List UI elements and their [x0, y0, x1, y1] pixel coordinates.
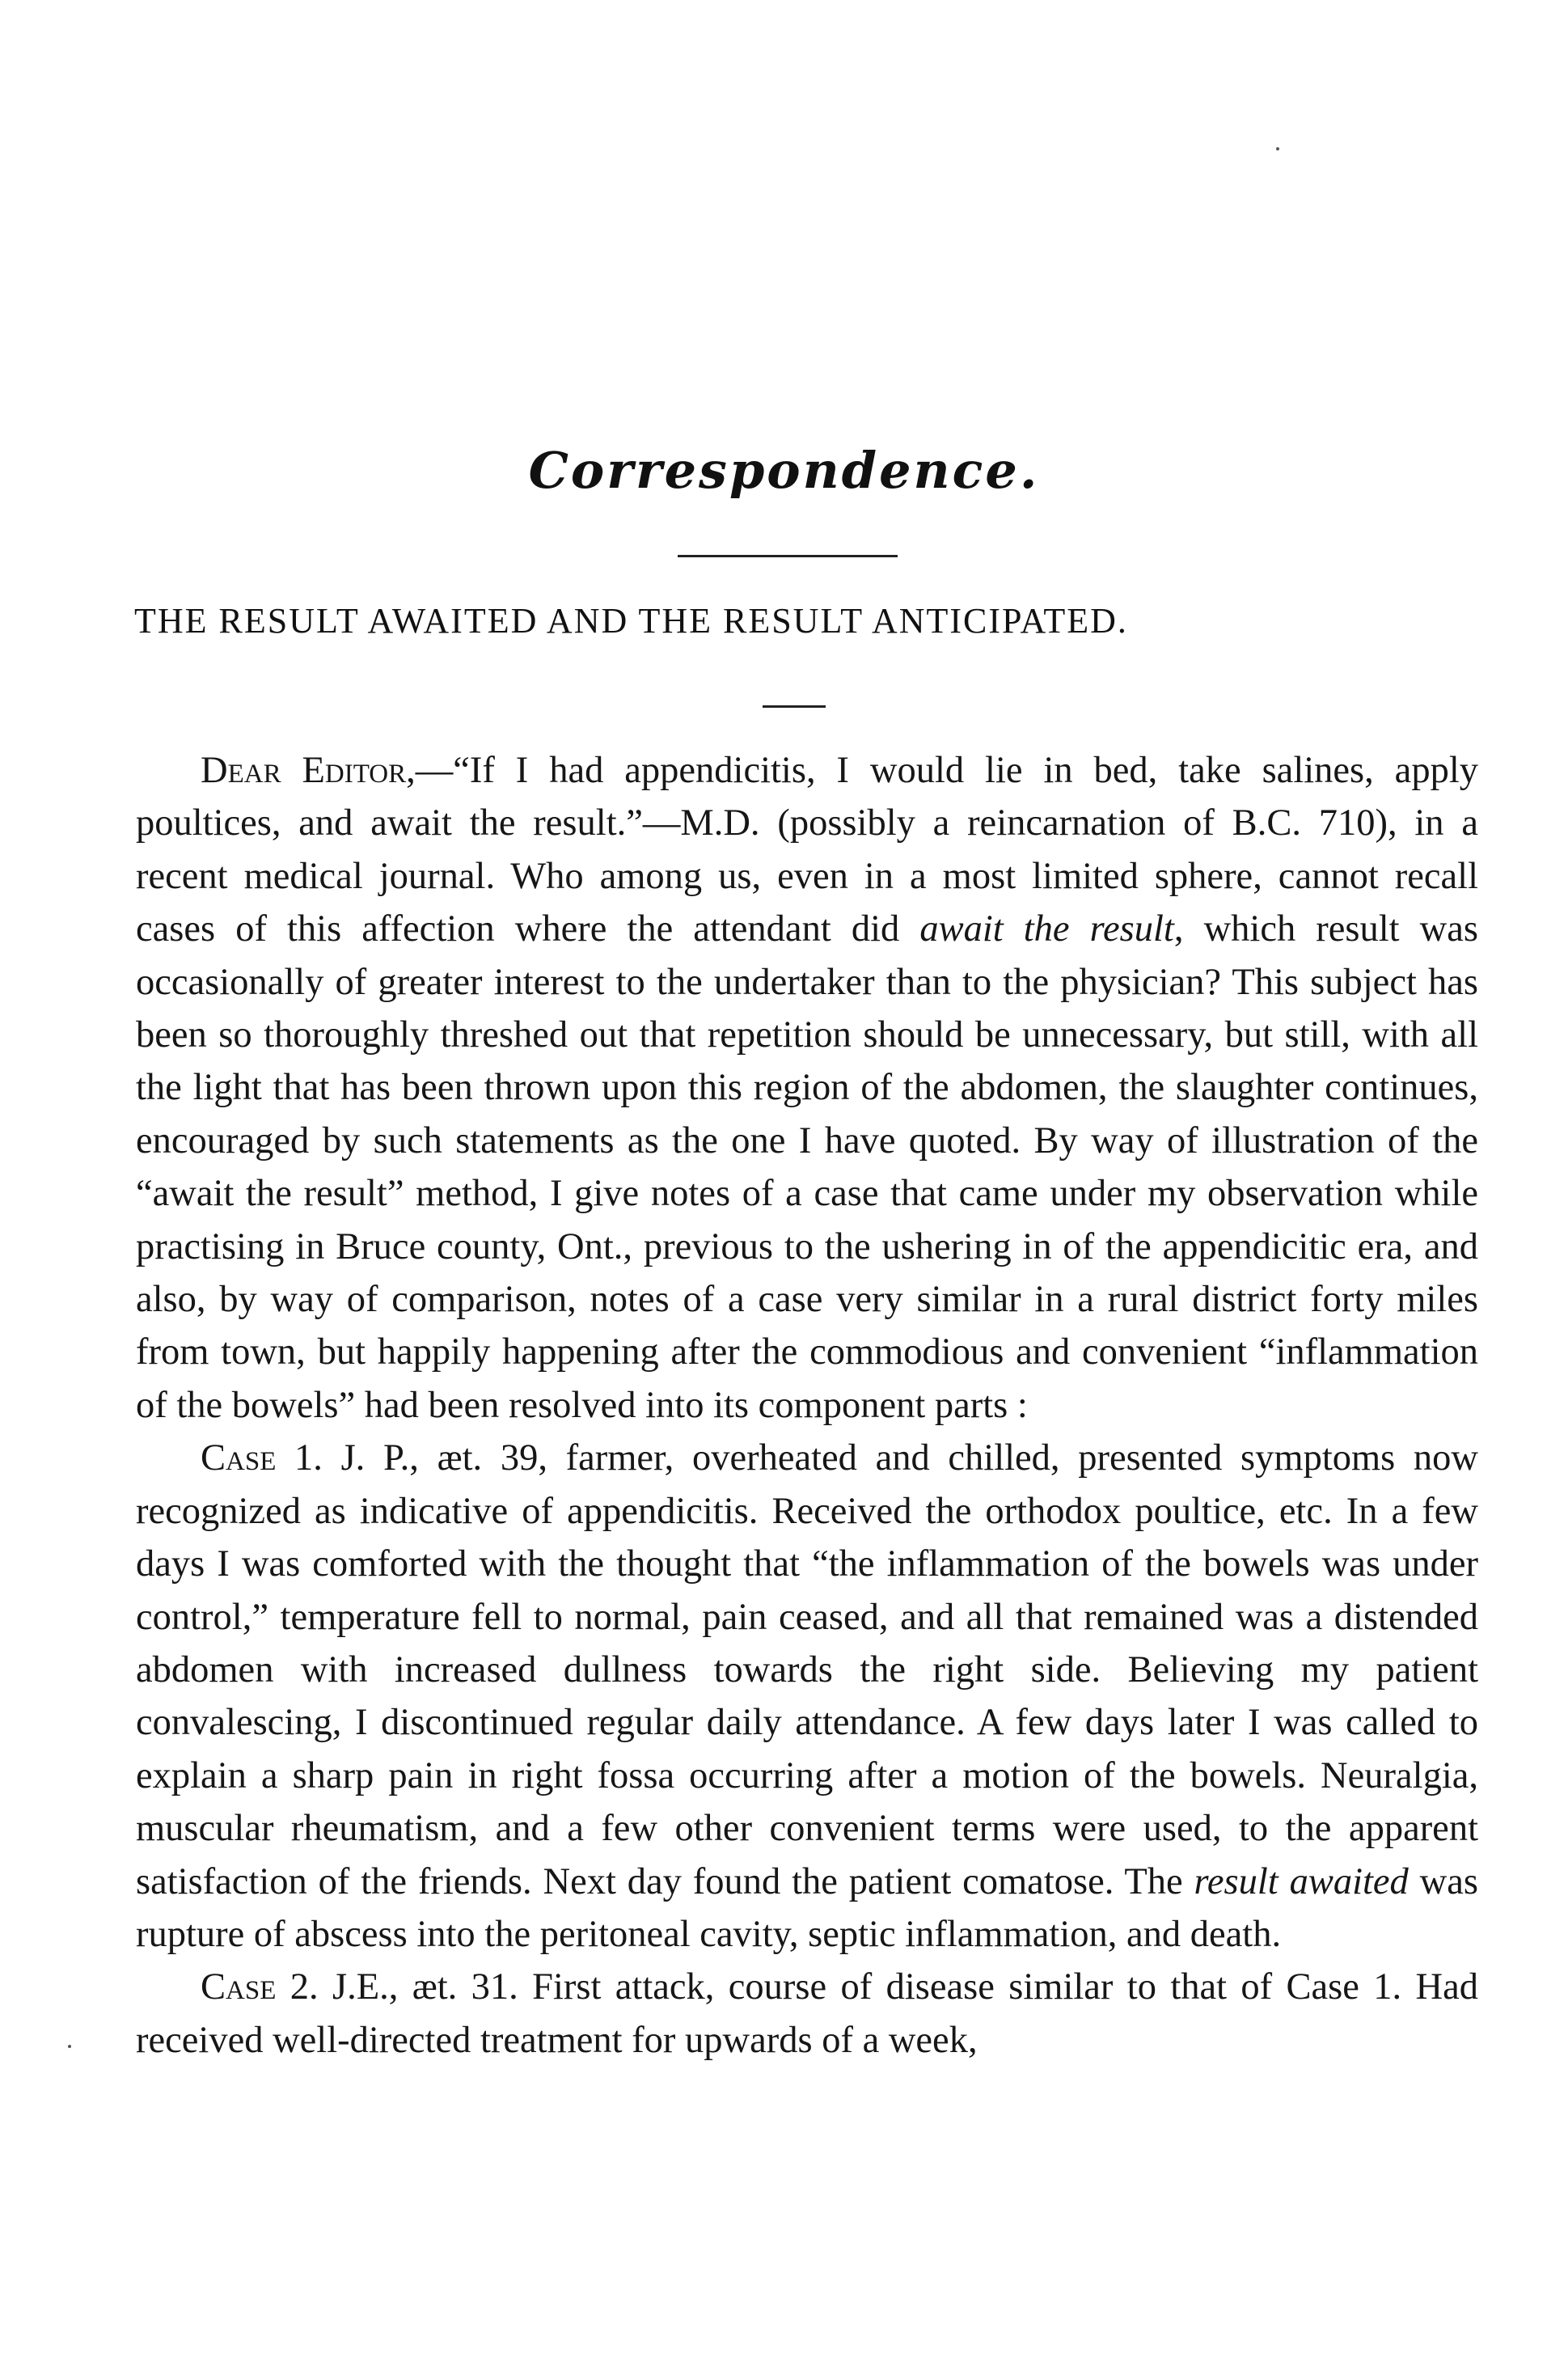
- intro-text-part-2: , which result was occasionally of greater interest to the undertaker than to the physician? This subject has been so thoroughly threshed out that repetition should be unnecessary, but still, with all the light that has been thrown upon this region of the abdomen, the slaughter continues, encouraged by such statements as the one I have quoted. By way of illustration of the “await the result” method, I give notes of a case that came under my observation while practising in Bruce county, Ont., previous to the ushering in of the appendicitic era, and also, by way of comparison, notes of a case very similar in a rural district forty miles from town, but happily happening after the commodious and convenient “inflammation of the bowels” had been resolved into its component parts :: [136, 908, 1478, 1426]
- section-heading: Correspondence.: [528, 441, 1040, 500]
- letter-body: [136, 744, 1478, 2067]
- case-2-text: J.E., æt. 31. First attack, course of disease similar to that of Case 1. Had received well-directed treatment for upwards of a week,: [136, 1966, 1478, 2061]
- letter-paragraph-intro: [136, 744, 1478, 1432]
- case-1-text-part-1: J. P., æt. 39, farmer, overheated and chilled, presented symptoms now recognized as indicative of appendicitis. Received the orthodox poultice, etc. In a few days I was comforted with the thought that “the inflammation of the bowels was under control,” temperature fell to normal, pain ceased, and all that remained was a distended abdomen with increased dullness towards the right side. Believing my patient convalescing, I discontinued regular daily attendance. A few days later I was called to explain a sharp pain in right fossa occurring after a motion of the bowels. Neuralgia, muscular rheumatism, and a few other convenient terms were used, to the apparent satisfaction of the friends. Next day found the patient comatose. The: [136, 1437, 1479, 1902]
- intro-emphasis: await the result: [919, 908, 1174, 950]
- case-1-label: Case 1.: [201, 1437, 323, 1479]
- article-title: THE RESULT AWAITED AND THE RESULT ANTICIPATED.: [134, 601, 1128, 641]
- case-1-text-part-2: was rupture of abscess into the peritoneal cavity, septic inflammation, and death.: [136, 1860, 1478, 1955]
- print-speck: [68, 2045, 71, 2048]
- print-speck: [1276, 147, 1279, 150]
- salutation: Dear Editor,: [201, 750, 416, 791]
- case-1-paragraph: [136, 1432, 1478, 1961]
- title-divider: [763, 705, 826, 708]
- heading-divider: [678, 555, 898, 557]
- case-2-label: Case 2.: [201, 1966, 319, 2008]
- case-2-paragraph: [136, 1961, 1478, 2067]
- case-1-emphasis: result awaited: [1194, 1860, 1409, 1902]
- intro-text-part-1: —“If I had appendicitis, I would lie in bed, take salines, apply poultices, and await the result.”—M.D. (possibly a reincarnation of B.C. 710), in a recent medical journal. Who among us, even in a most limited sphere, cannot recall cases of this affection where the attendant did: [136, 750, 1478, 950]
